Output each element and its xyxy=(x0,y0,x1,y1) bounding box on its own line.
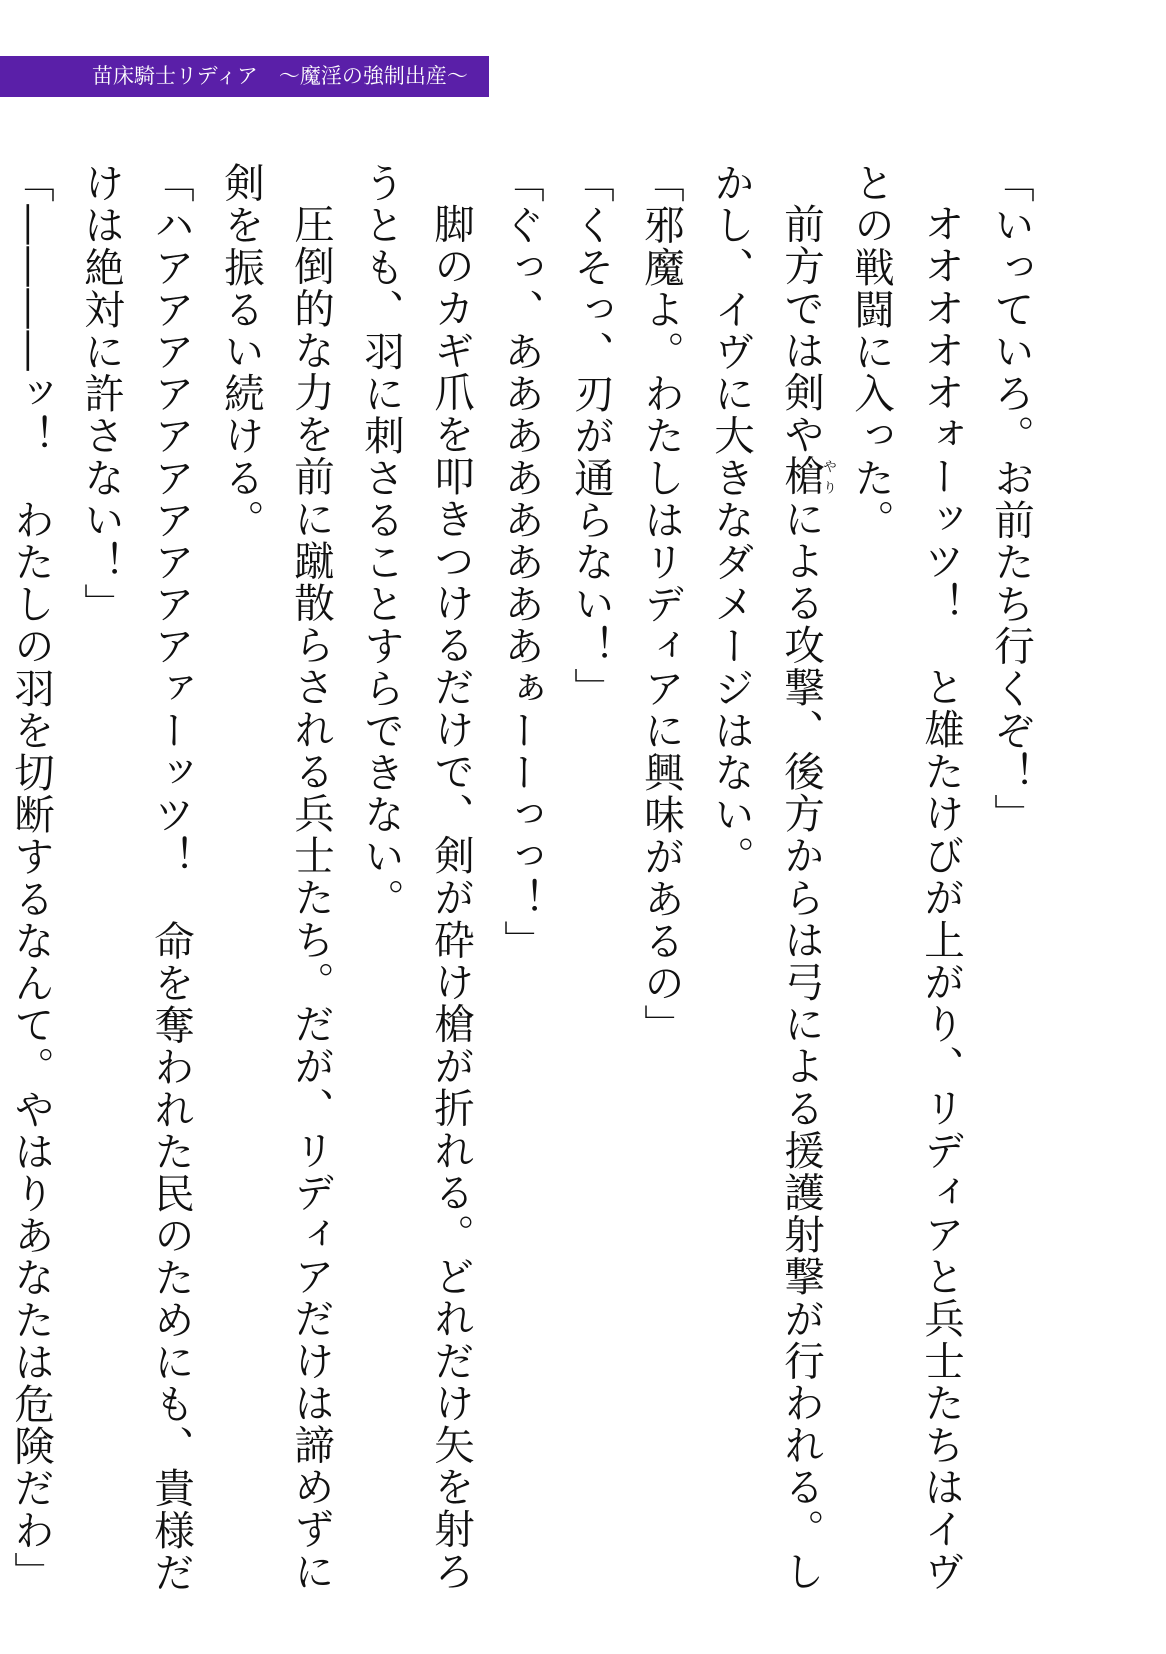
chapter-title-banner xyxy=(0,56,489,97)
ruby-base: 槍 xyxy=(777,455,825,498)
narration-paragraph: オオオオオォーッツ！ と雄たけびが上がり、リディアと兵士たちはイヴとの戦闘に入った。 xyxy=(847,162,965,1592)
dialogue-line: 「いっていろ。お前たち行くぞ！」 xyxy=(987,162,1035,836)
narration-paragraph: 脚のカギ爪を叩きつけるだけで、剣が砕け槍が折れる。どれだけ矢を射ろうとも、羽に刺さることすらできない。 xyxy=(357,162,475,1592)
dialogue-line: 「――――ッ！ わたしの羽を切断するなんて。やはりあなたは危険だわ」 xyxy=(7,162,55,1594)
dialogue-line: 「ハアアアアアアアアアアァーッツ！ 命を奪われた民のためにも、貴様だけは絶対に許さない！」 xyxy=(77,162,195,1594)
narration-paragraph: 圧倒的な力を前に蹴散らされる兵士たち。だが、リディアだけは諦めずに剣を振るい続ける。 xyxy=(217,162,335,1592)
narration-text: による攻撃、後方からは弓による援護射撃が行われる。しかし、イヴに大きなダメージはない。 xyxy=(707,162,825,1592)
dialogue-line: 「邪魔よ。わたしはリディアに興味があるの」 xyxy=(637,162,685,1047)
vertical-body-text xyxy=(0,162,1046,1602)
narration-text: 前方では剣や xyxy=(777,202,825,456)
ruby-annotation xyxy=(777,455,837,498)
chapter-title: 苗床騎士リディア 〜魔淫の強制出産〜 xyxy=(92,64,468,88)
narration-paragraph-with-ruby xyxy=(696,162,836,1602)
dialogue-line: 「くそっ、刃が通らない！」 xyxy=(567,162,615,710)
ruby-reading: やり xyxy=(821,455,837,498)
dialogue-line: 「ぐっ、ああああああああぁーーっっ！」 xyxy=(497,162,545,962)
